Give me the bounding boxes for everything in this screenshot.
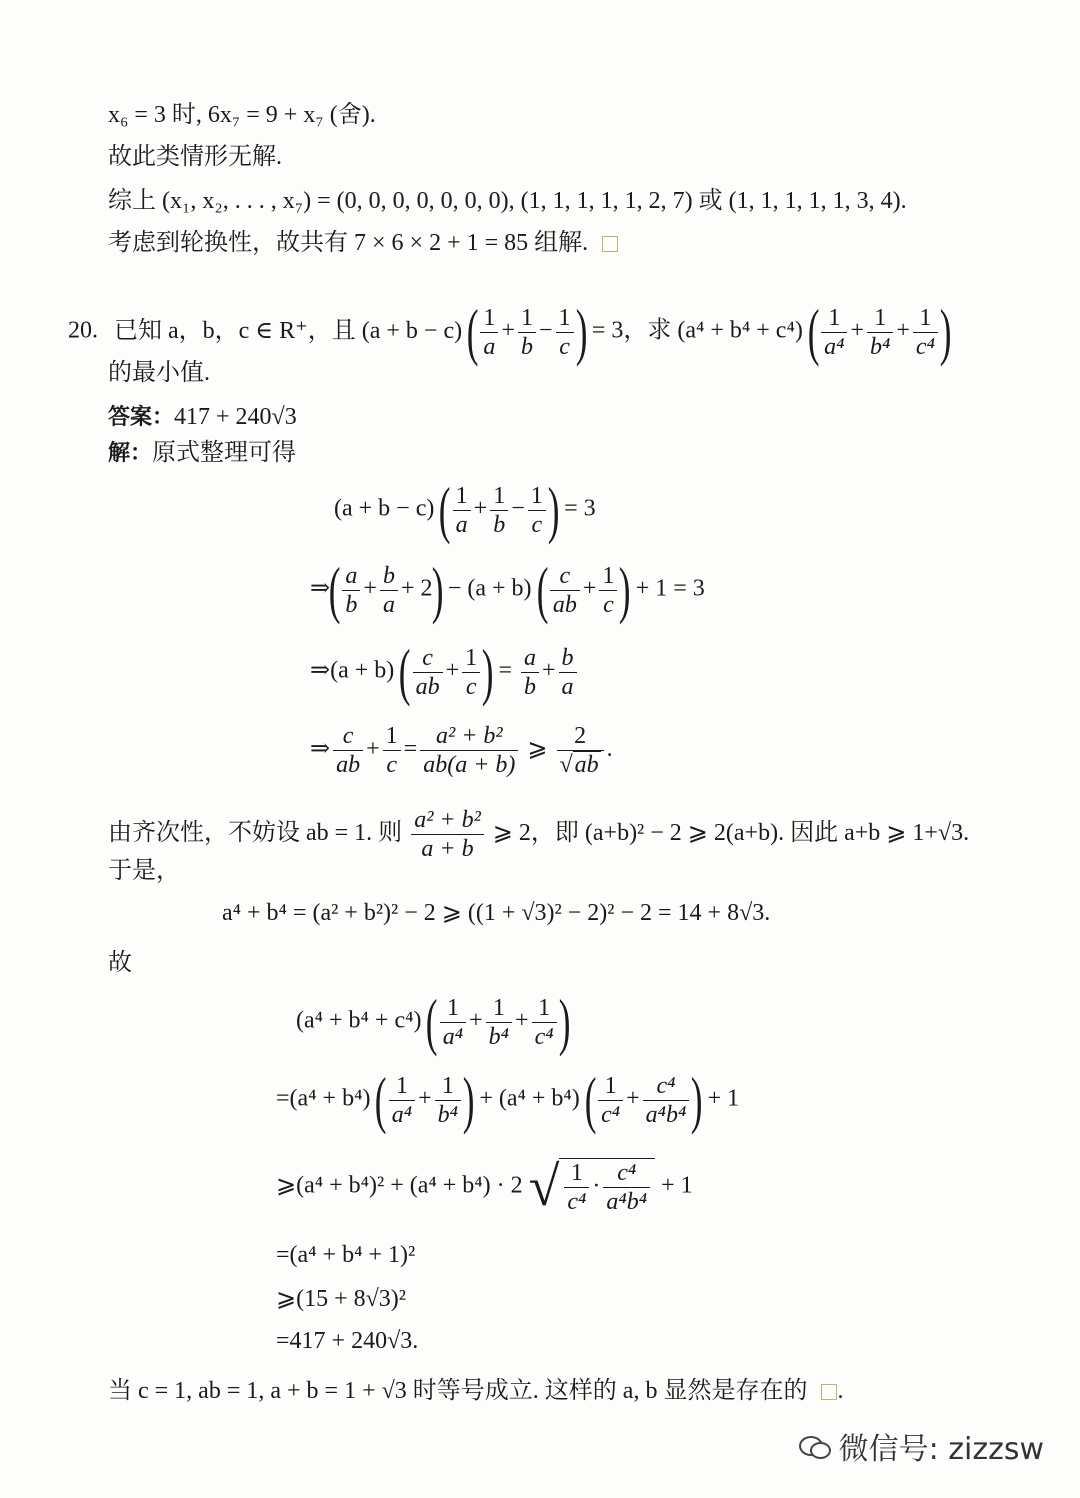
- stem-part-a: 已知 a，b，c ∈ R⁺，且 (a + b − c): [114, 317, 463, 344]
- deriv2-row6: =417 + 240√3.: [276, 1328, 419, 1354]
- line-count: 考虑到轮换性，故共有 7 × 6 × 2 + 1 = 85 组解.: [108, 226, 618, 260]
- deriv1-step3: ⇒(a + b) ( $\frac{c}{ab}$ + $\frac{1}{c}$ ) = $\frac{a}{b}$ + $\frac{b}{a}$: [310, 640, 580, 704]
- wechat-icon: [799, 1434, 829, 1458]
- deriv2-row1: (a⁴ + b⁴ + c⁴) ( $\frac{1}{\text{a⁴}}$ + $\frac{1}{\text{b⁴}}$ + $\frac{1}{\text{c⁴}}$ ): [296, 986, 571, 1057]
- stem-part-b: = 3，求 (a⁴ + b⁴ + c⁴): [591, 317, 803, 344]
- deriv2-row2: =(a⁴ + b⁴) ( $\frac{1}{\text{a⁴}}$ + $\frac{1}{\text{b⁴}}$ ) + (a⁴ + b⁴) ( $\frac{1}{\text{c⁴}}$ + $\frac{\text{c⁴}}{\text{a⁴b⁴}}$ ) + 1: [276, 1064, 740, 1135]
- watermark-text: 微信号: zizzsw: [838, 1432, 1044, 1467]
- qed-box-final: [821, 1384, 837, 1400]
- line-x6-case: x₆ = 3 时, 6x₇ = 9 + x₇ (舍).: [108, 102, 376, 128]
- deriv2-row4: =(a⁴ + b⁴ + 1)²: [276, 1242, 416, 1268]
- line-no-solution: 故此类情形无解.: [108, 144, 282, 170]
- a4b4-inequality: a⁴ + b⁴ = (a² + b²)² − 2 ⩾ ((1 + √3)² − 2)² − 2 = 14 + 8√3.: [222, 900, 771, 926]
- stem-min-value: 的最小值.: [108, 360, 210, 386]
- deriv1-step1: (a + b − c) ( $\frac{1}{a}$ + $\frac{1}{b}$ − $\frac{1}{c}$ ) = 3: [334, 474, 596, 545]
- answer-line: 答案：417 + 240√3: [108, 404, 297, 430]
- deriv1-step4: ⇒ $\frac{c}{ab}$ + $\frac{1}{c}$ = $\frac{\text{a² + b²}}{ab(a + b)}$ ⩾ $\frac{2}{√ab}$ .: [310, 723, 613, 778]
- deriv2-row3: ⩾(a⁴ + b⁴)² + (a⁴ + b⁴) · 2 √ $\frac{1}{\text{c⁴}}$ · $\frac{\text{c⁴}}{\text{a⁴b⁴}}$ + 1: [276, 1156, 693, 1218]
- homogeneity-line: 由齐次性，不妨设 ab = 1. 则 $\frac{\text{a² + b²}}{a + b}$ ⩾ 2，即 (a+b)² − 2 ⩾ 2(a+b). 因此 a+b ⩾ 1+√3.: [108, 807, 970, 862]
- conclusion-line: 当 c = 1, ab = 1, a + b = 1 + √3 时等号成立. 这样的 a, b 显然是存在的 .: [108, 1378, 844, 1404]
- line-summary: 综上 (x₁, x₂, . . . , x₇) = (0, 0, 0, 0, 0, 0, 0), (1, 1, 1, 1, 1, 2, 7) 或 (1, 1, 1, 1, 1, 3, 4).: [108, 188, 907, 214]
- wechat-watermark: [799, 1424, 1044, 1468]
- deriv1-step2: ⇒( $\frac{a}{b}$ + $\frac{b}{a}$ + 2) − (a + b) ( $\frac{c}{ab}$ + $\frac{1}{c}$ ) + 1 = 3: [310, 554, 705, 625]
- yushi-line: 于是，: [108, 858, 180, 884]
- problem-number: 20.: [68, 317, 98, 344]
- solution-line: 解：原式整理可得: [108, 440, 297, 466]
- deriv2-row5: ⩾(15 + 8√3)²: [276, 1286, 406, 1312]
- problem-20-stem: 20. 已知 a，b，c ∈ R⁺，且 (a + b − c) ( $\frac{1}{a}$ + $\frac{1}{b}$ − $\frac{1}{c}$ ) = 3，求 (a⁴ + b⁴ + c⁴) ( $\frac{1}{\text{a⁴}}$ + $\frac{1}{\text{b⁴}}$ + $\frac{1}{\text{c⁴}}$ ): [68, 296, 952, 367]
- gu-line: 故: [108, 950, 132, 976]
- qed-box: [602, 236, 618, 252]
